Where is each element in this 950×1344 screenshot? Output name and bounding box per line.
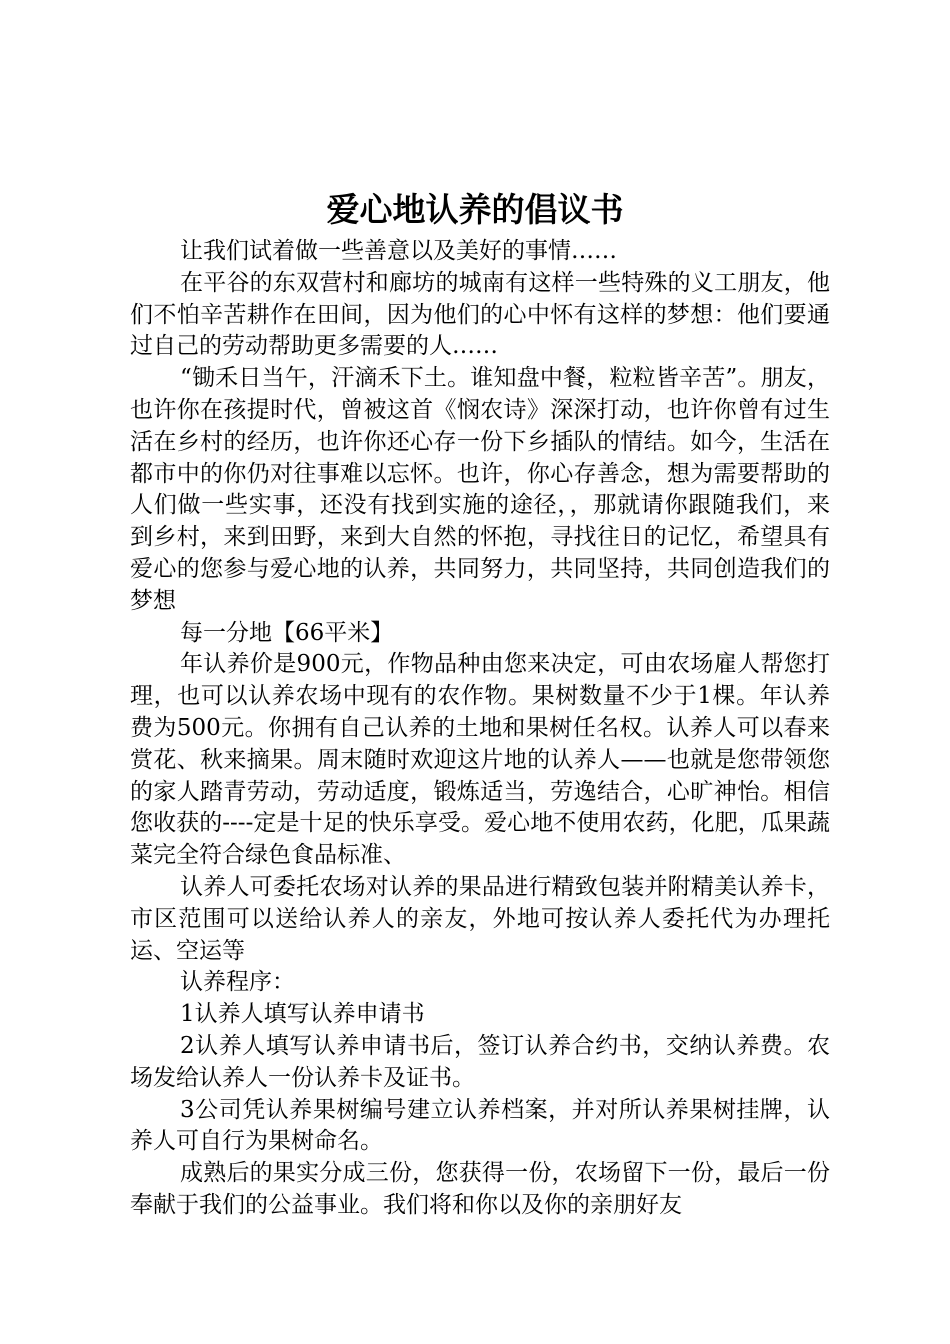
paragraph-step-3: 3公司凭认养果树编号建立认养档案，并对所认养果树挂牌，认养人可自行为果树命名。 <box>130 1096 830 1155</box>
paragraph-poem: “锄禾日当午，汗滴禾下土。谁知盘中餐，粒粒皆辛苦”。朋友，也许你在孩提时代，曾被这首《悯农诗》深深打动，也许你曾有过生活在乡村的经历，也许你还心存一份下乡插队的情结。如今，生活在都市中的你仍对往事难以忘怀。也许，你心存善念，想为需要帮助的人们做一些实事，还没有找到实施的途径，，那就请你跟随我们，来到乡村，来到田野，来到大自然的怀抱，寻找往日的记忆，希望具有爱心的您参与爱心地的认养，共同努力，共同坚持，共同创造我们的梦想 <box>130 365 830 614</box>
paragraph-step-1: 1认养人填写认养申请书 <box>180 1001 425 1028</box>
paragraph-pricing: 年认养价是900元，作物品种由您来决定，可由农场雇人帮您打理，也可以认养农场中现有的农作物。果树数量不少于1棵。年认养费为500元。你拥有自己认养的土地和果树任名权。认养人可以春来赏花、秋来摘果。周末随时欢迎这片地的认养人——也就是您带领您的家人踏青劳动，劳动适度，锻炼适当，劳逸结合，心旷神怡。相信您收获的----定是十足的快乐享受。爱心地不使用农药，化肥，瓜果蔬菜完全符合绿色食品标准、 <box>130 651 830 869</box>
paragraph-step-2: 2认养人填写认养申请书后，签订认养合约书，交纳认养费。农场发给认养人一份认养卡及证书。 <box>130 1032 830 1091</box>
paragraph-harvest: 成熟后的果实分成三份，您获得一份，农场留下一份，最后一份奉献于我们的公益事业。我们将和你以及你的亲朋好友 <box>130 1160 830 1218</box>
paragraph-procedure-heading: 认养程序： <box>180 969 295 996</box>
paragraph-plot-size: 每一分地【66平米】 <box>180 619 394 646</box>
document-title: 爱心地认养的倡议书 <box>326 190 624 229</box>
document-body <box>130 236 830 1222</box>
paragraph-packaging: 认养人可委托农场对认养的果品进行精致包装并附精美认养卡，市区范围可以送给认养人的亲友，外地可按认养人委托代为办理托运、空运等 <box>130 873 830 964</box>
paragraph-intro: 让我们试着做一些善意以及美好的事情…… <box>180 238 617 264</box>
paragraph-volunteers: 在平谷的东双营村和廊坊的城南有这样一些特殊的义工朋友，他们不怕辛苦耕作在田间，因为他们的心中怀有这样的梦想：他们要通过自己的劳动帮助更多需要的人…… <box>130 269 830 360</box>
